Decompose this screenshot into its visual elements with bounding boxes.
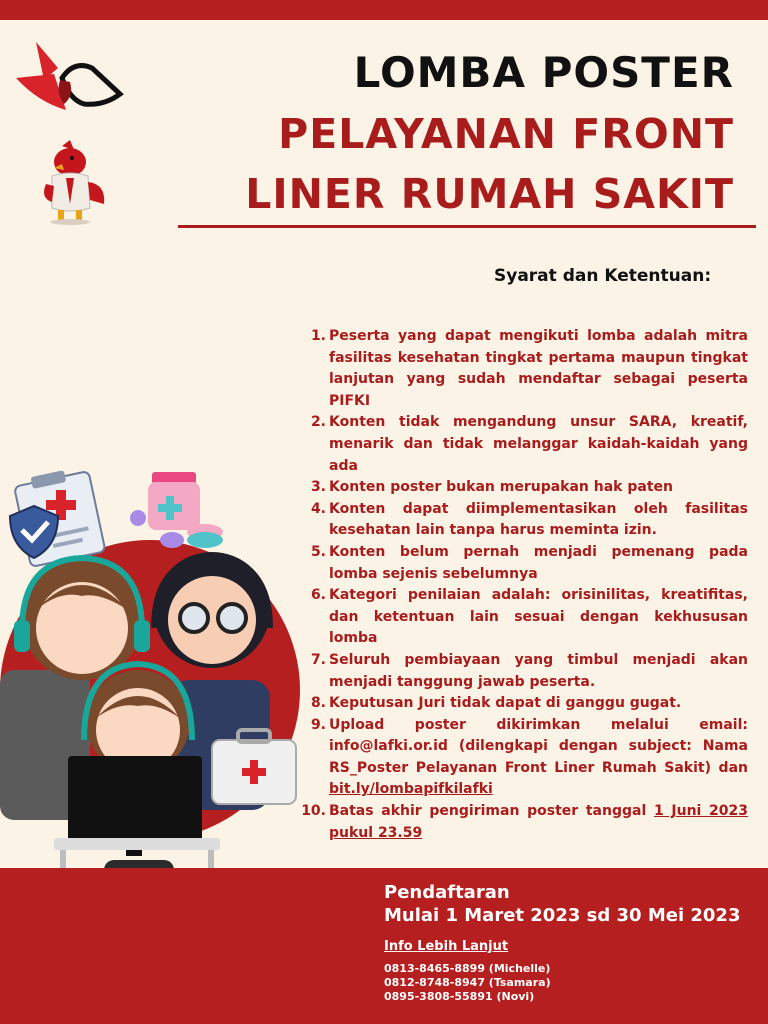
info-label: Info Lebih Lanjut [384,939,509,954]
title-line-3: LINER RUMAH SAKIT [245,170,734,218]
list-item: 3. Konten poster bukan merupakan hak paten [310,479,673,496]
medicine-bottle-icon [130,472,223,548]
list-item: 4. Konten dapat diimplementasikan oleh fasilitas kesehatan lain tanpa harus meminta izin. [310,500,748,539]
term-text: Seluruh pembiayaan yang timbul menjadi akan menjadi tanggung jawab peserta. [329,651,748,690]
list-item: 2. Konten tidak mengandung unsur SARA, kreatif, menarik dan tidak melanggar kaidah-kaidah yang ada [310,414,748,474]
first-aid-kit-icon [212,730,296,804]
list-item: 10. Batas akhir pengiriman poster tanggal 1 Juni 2023 pukul 23.59 [301,803,749,841]
term-text: Batas akhir pengiriman poster tanggal [329,803,654,820]
registration-label: Pendaftaran [384,882,510,903]
list-item: 9. Upload poster dikirimkan melalui email: info@lafki.or.id (dilengkapi dengan subject: Nama RS_Poster Pelayanan Front Liner Rumah Sakit) dan bit.ly/lombapifkilafki [310,716,748,798]
contact-line: 0812-8748-8947 (Tsamara) [384,976,551,989]
list-item: 5. Konten belum pernah menjadi pemenang pada lomba sejenis sebelumnya [310,543,748,582]
term-text: Kategori penilaian adalah: orisinilitas, kreatifitas, dan ketentuan lain sesuai dengan kekhususan lomba [329,587,748,647]
contact-line: 0813-8465-8899 (Michelle) [384,962,551,975]
term-text: Upload poster dikirimkan melalui email: info@lafki.or.id (dilengkapi dengan subject: Nama RS_Poster Pelayanan Front Liner Rumah Sakit) dan [329,716,748,776]
deadline-text: 1 Juni 2023 pukul 23.59 [329,803,749,841]
title-line-1: LOMBA POSTER [353,48,734,97]
term-text: Konten dapat diimplementasikan oleh fasilitas kesehatan lain tanpa harus meminta izin. [329,500,748,539]
contact-line: 0895-3808-55891 (Novi) [384,990,535,1003]
term-text: Konten tidak mengandung unsur SARA, kreatif, menarik dan tidak melanggar kaidah-kaidah yang ada [329,414,748,474]
title-line-2: PELAYANAN FRONT [278,110,734,158]
list-item: 1. Peserta yang dapat mengikuti lomba adalah mitra fasilitas kesehatan tingkat pertama maupun tingkat lanjutan yang sudah mendaftar sebagai peserta PIFKI [310,328,748,409]
registration-dates: Mulai 1 Maret 2023 sd 30 Mei 2023 [384,905,741,926]
list-item: 6. Kategori penilaian adalah: orisinilitas, kreatifitas, dan ketentuan lain sesuai dengan kekhususan lomba [310,587,748,647]
shortlink[interactable]: bit.ly/lombapifkilafki [329,781,493,798]
cardinal-mascot-icon [40,140,110,226]
term-text: Konten poster bukan merupakan hak paten [329,479,673,496]
term-text: Konten belum pernah menjadi pemenang pada lomba sejenis sebelumnya [329,543,748,582]
term-text: Keputusan Juri tidak dapat di ganggu gugat. [329,695,682,712]
terms-list [301,326,749,844]
top-bar [0,0,768,20]
term-text: Peserta yang dapat mengikuti lomba adalah mitra fasilitas kesehatan tingkat pertama maupun tingkat lanjutan yang sudah mendaftar sebagai peserta PIFKI [329,328,748,409]
list-item: 8. Keputusan Juri tidak dapat di ganggu gugat. [310,695,682,712]
list-item: 7. Seluruh pembiayaan yang timbul menjadi akan menjadi tanggung jawab peserta. [310,651,748,690]
logo-icon [14,38,124,118]
terms-heading: Syarat dan Ketentuan: [494,266,712,286]
title-underline [178,225,756,228]
